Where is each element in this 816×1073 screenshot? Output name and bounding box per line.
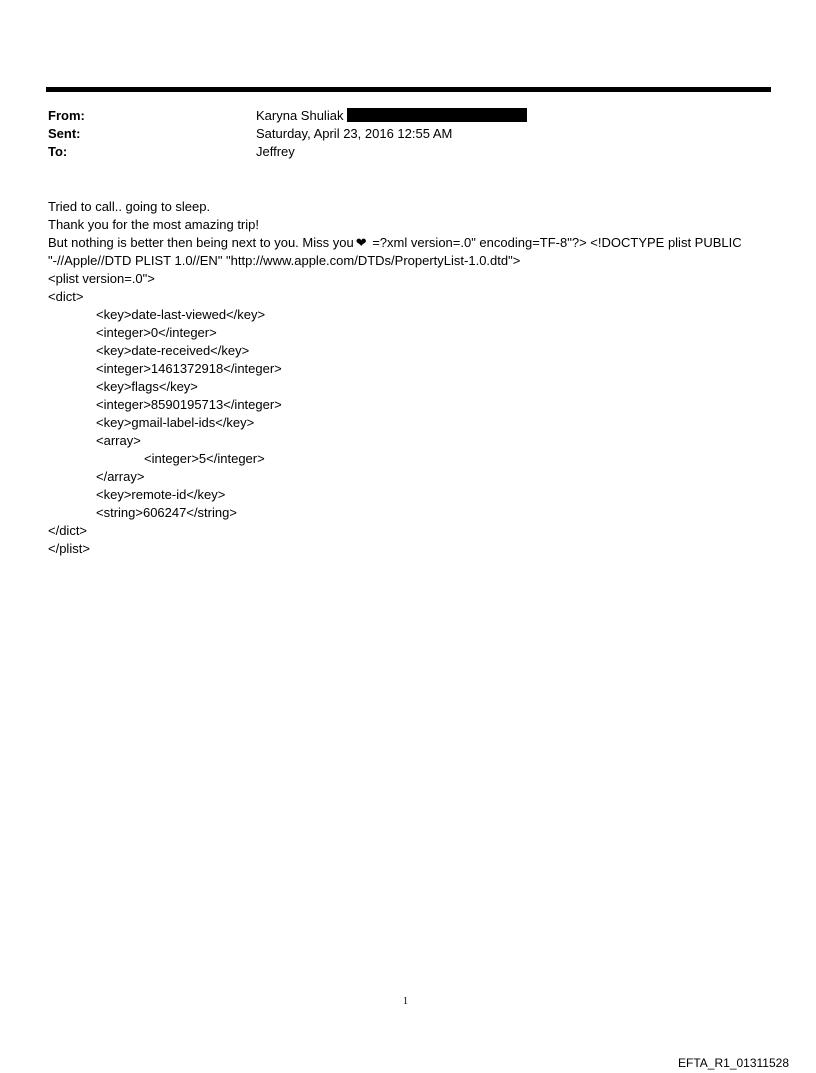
body-line: <dict>	[48, 289, 84, 304]
body-line: </array>	[96, 469, 145, 484]
body-line: <integer>1461372918</integer>	[96, 361, 282, 376]
body-line: </plist>	[48, 541, 90, 556]
body-line-text: =?xml version=.0" encoding=TF-8"?> <!DOCTYPE plist PUBLIC	[372, 235, 742, 250]
to-value: Jeffrey	[256, 144, 295, 159]
body-line: <key>gmail-label-ids</key>	[96, 415, 255, 430]
email-body	[48, 198, 788, 558]
body-line: <integer>8590195713</integer>	[96, 397, 282, 412]
sent-value: Saturday, April 23, 2016 12:55 AM	[256, 126, 453, 141]
body-line: <integer>5</integer>	[144, 451, 265, 466]
body-line	[48, 234, 788, 252]
page-number: 1	[403, 996, 408, 1007]
body-line: <key>date-received</key>	[96, 343, 250, 358]
body-line: <key>flags</key>	[96, 379, 198, 394]
sent-label: Sent:	[48, 126, 81, 141]
body-line: <array>	[96, 433, 141, 448]
body-line: <string>606247</string>	[96, 505, 237, 520]
body-line: <key>date-last-viewed</key>	[96, 307, 266, 322]
to-label: To:	[48, 144, 68, 159]
body-line: <integer>0</integer>	[96, 325, 217, 340]
header-rule	[46, 87, 771, 92]
bates-number: EFTA_R1_01311528	[678, 1056, 789, 1070]
body-line: Tried to call.. going to sleep.	[48, 199, 211, 214]
body-line: </dict>	[48, 523, 88, 538]
from-value	[256, 108, 527, 123]
from-label: From:	[48, 108, 85, 123]
body-line: <plist version=.0">	[48, 271, 155, 286]
from-name: Karyna Shuliak	[256, 108, 344, 123]
heart-icon: ❤	[355, 235, 367, 250]
body-line-text: But nothing is better then being next to you. Miss you	[48, 235, 354, 250]
body-line: Thank you for the most amazing trip!	[48, 217, 259, 232]
redaction-bar	[347, 108, 527, 122]
body-line: <key>remote-id</key>	[96, 487, 226, 502]
body-line: "-//Apple//DTD PLIST 1.0//EN" "http://www.apple.com/DTDs/PropertyList-1.0.dtd">	[48, 253, 521, 268]
